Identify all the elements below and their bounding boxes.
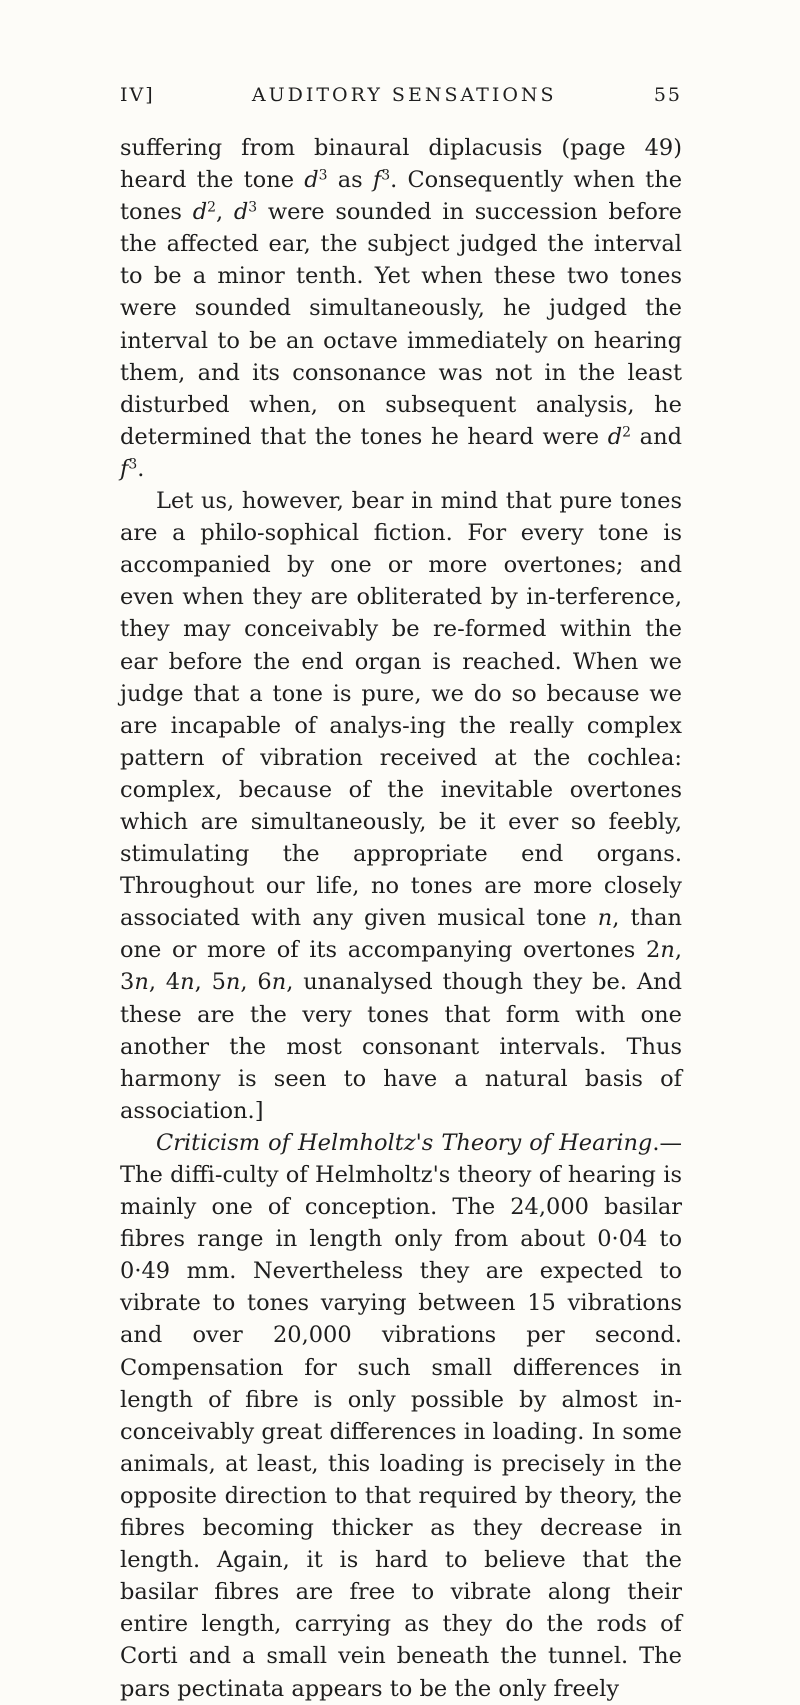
italic-text: n <box>180 969 195 996</box>
italic-text: n <box>271 969 287 996</box>
text-run: suffering from binaural diplacusis (page 49) heard the tone <box>120 135 682 194</box>
text-run: , <box>215 199 234 226</box>
italic-text: Criticism of Helmholtz's Theory of Hearing <box>156 1129 653 1156</box>
italic-text: f <box>372 167 382 194</box>
running-title: AUDITORY SENSATIONS <box>251 84 557 106</box>
italic-text: d <box>607 423 623 450</box>
italic-text: n <box>134 969 149 996</box>
text-run: Let us, however, bear in mind that pure tones are a philo-sophical fiction. For every tone is accompanied by one or more overtones; and even when they are obliterated by in-terference, they may conceivably be re-formed within the ear before the end organ is reached. When we judge that a tone is pure, we do so because we are incapable of analys-ing the really complex pattern of vibration received at the cochlea: complex, because of the inevitable overtones which are simultaneously, be it ever so feebly, stimulating the appropriate end organs. Throughout our life, no tones are more closely associated with any given musical tone <box>120 488 682 932</box>
text-run: , 6 <box>240 969 272 996</box>
italic-text: n <box>225 969 241 996</box>
italic-text: f <box>120 455 129 482</box>
italic-text: d <box>304 167 319 194</box>
text-run: .—The diffi-culty of Helmholtz's theory of hearing is mainly one of conception. The 24,000 basilar fibres range in length only from about 0·04 to 0·49 mm. Nevertheless they are expected to vibrate to tones varying between 15 vibrations and over 20,000 vibrations per second. Compensation for such small differences in length of fibre is only possible by almost in-conceivably great differences in loading. In some animals, at least, this loading is precisely in the opposite direction to that required by theory, the fibres becoming thicker as they decrease in length. Again, it is hard to believe that the basilar fibres are free to vibrate along their entire length, carrying as they do the rods of Corti and a small vein beneath the tunnel. The pars pectinata appears to be the only freely <box>120 1129 682 1702</box>
paragraph <box>120 132 682 485</box>
superscript: 2 <box>622 424 632 441</box>
italic-text: d <box>233 199 249 226</box>
superscript: 3 <box>381 167 391 184</box>
superscript: 3 <box>128 456 138 473</box>
paragraph <box>120 1127 682 1705</box>
text-run: and <box>631 423 682 450</box>
italic-text: d <box>192 199 208 226</box>
chapter-number: IV] <box>120 84 155 106</box>
italic-text: n <box>597 905 613 932</box>
text-run: . <box>137 455 145 482</box>
superscript: 3 <box>318 167 328 184</box>
italic-text: n <box>660 937 675 964</box>
text-run: were sounded in succession before the affected ear, the subject judged the interval to be a minor tenth. Yet when these two tones were sounded simultaneously, he judged the interval to be an octave immediately on hearing them, and its consonance was not in the least disturbed when, on subsequent analysis, he determined that the tones he heard were <box>120 199 682 450</box>
text-run: , 3 <box>120 937 682 996</box>
text-run: , 5 <box>194 969 226 996</box>
text-run: , than one or more of its accompanying overtones 2 <box>120 905 682 964</box>
text-run: . Consequently when the tones <box>120 167 683 226</box>
page-number: 55 <box>653 84 682 106</box>
running-head <box>120 84 682 106</box>
superscript: 2 <box>207 199 216 216</box>
paragraph <box>120 485 682 1127</box>
text-run: , unanalysed though they be. And these are the very tones that form with one another the most consonant intervals. Thus harmony is seen to have a natural basis of association.] <box>120 969 682 1124</box>
text-run: as <box>327 167 373 194</box>
body-text <box>120 132 682 1705</box>
superscript: 3 <box>248 199 258 216</box>
text-run: , 4 <box>148 969 181 996</box>
